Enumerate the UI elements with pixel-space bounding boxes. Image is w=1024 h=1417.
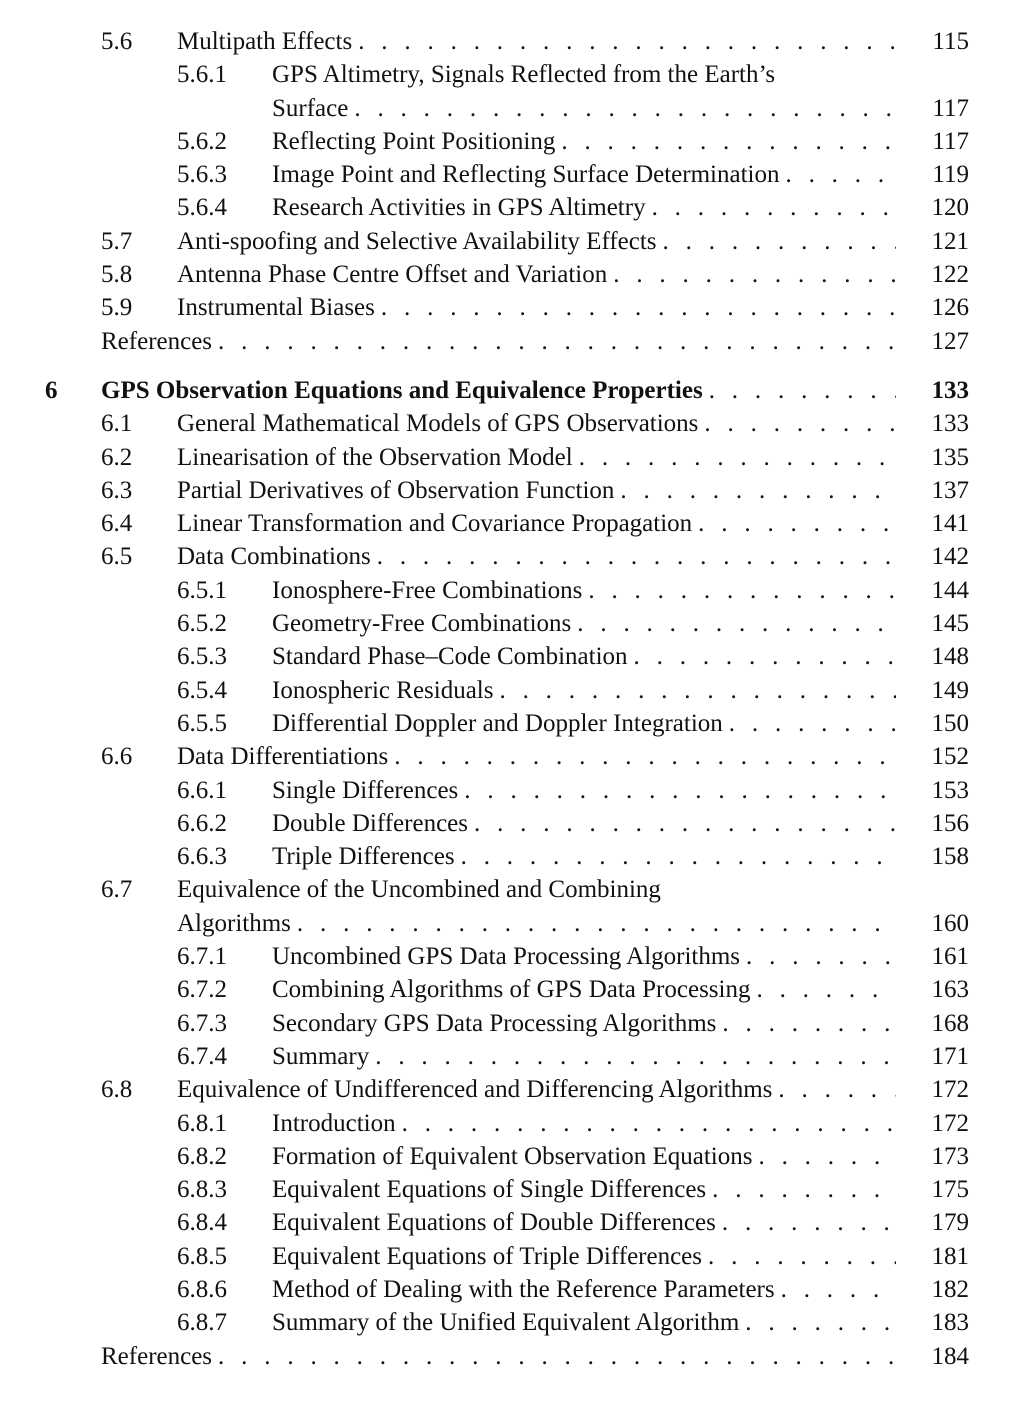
toc-page-number: 145: [931, 610, 969, 638]
toc-entry-number: 6.6.1: [177, 776, 227, 804]
dot-leader: [218, 1340, 896, 1373]
toc-entry-title: Equivalent Equations of Triple Differences: [272, 1242, 703, 1270]
toc-entry-number: 6.8.6: [177, 1275, 227, 1303]
toc-page-number: 173: [931, 1142, 969, 1170]
toc-entry-row: [0, 325, 1024, 358]
dot-leader: [620, 474, 896, 507]
toc-page-number: 137: [931, 476, 969, 504]
toc-entry: [177, 540, 896, 573]
toc-entry-row: [0, 1007, 1024, 1040]
toc-entry-number: 6.8.3: [177, 1176, 227, 1204]
dot-leader: [402, 1107, 896, 1140]
toc-entry-row: [0, 1140, 1024, 1173]
toc-entry: [272, 125, 896, 158]
toc-entry-row: [0, 92, 1024, 125]
toc-page-number: 141: [931, 510, 969, 538]
toc-entry: [272, 1273, 896, 1306]
toc-page-number: 135: [931, 443, 969, 471]
toc-entry-title: Equivalence of Undifferenced and Differencing Algorithms: [177, 1076, 773, 1104]
toc-entry-title: Summary of the Unified Equivalent Algorithm: [272, 1309, 740, 1337]
dot-leader: [461, 840, 896, 873]
toc-entry-number: 6.6: [101, 743, 133, 771]
toc-entry: [272, 973, 896, 1006]
toc-page-number: 149: [931, 676, 969, 704]
dot-leader: [712, 1173, 896, 1206]
toc-entry: [177, 441, 896, 474]
toc-entry-row: [0, 1306, 1024, 1339]
toc-entry-number: 5.6.4: [177, 194, 227, 222]
toc-entry: [272, 1173, 896, 1206]
toc-entry-number: 6.7.4: [177, 1042, 227, 1070]
toc-page-number: 161: [931, 943, 969, 971]
toc-entry-number: 6.2: [101, 443, 133, 471]
toc-entry-number: 6: [45, 376, 58, 404]
toc-entry-row: [0, 973, 1024, 1006]
toc-entry-title: GPS Observation Equations and Equivalence Properties: [101, 376, 703, 404]
toc-entry: [177, 1073, 896, 1106]
toc-entry-row: [0, 291, 1024, 324]
dot-leader: [381, 291, 896, 324]
dot-leader: [297, 907, 896, 940]
toc-entry: [272, 191, 896, 224]
toc-entry: [177, 258, 896, 291]
toc-page-number: 115: [932, 28, 969, 55]
toc-entry-title: Formation of Equivalent Observation Equations: [272, 1142, 753, 1170]
toc-entry-title: Triple Differences: [272, 843, 455, 871]
toc-entry-row: [0, 125, 1024, 158]
toc-entry: [272, 674, 896, 707]
toc-entry-row: [0, 740, 1024, 773]
dot-leader: [634, 640, 896, 673]
toc-entry-title: Equivalent Equations of Single Differences: [272, 1176, 707, 1204]
toc-page-number: 119: [932, 161, 969, 189]
dot-leader: [464, 774, 896, 807]
toc-entry-title: Equivalent Equations of Double Differences: [272, 1209, 716, 1237]
toc-entry: [272, 807, 896, 840]
toc-entry: [177, 291, 896, 324]
toc-entry-title: Antenna Phase Centre Offset and Variation: [177, 261, 608, 289]
toc-entry: [101, 325, 896, 358]
dot-leader: [745, 1306, 896, 1339]
toc-entry-title: GPS Altimetry, Signals Reflected from the Earth’s: [272, 61, 776, 89]
dot-leader: [778, 1073, 896, 1106]
toc-entry-title: Research Activities in GPS Altimetry: [272, 194, 646, 222]
toc-entry-row: [0, 1107, 1024, 1140]
toc-entry-row: [0, 607, 1024, 640]
toc-entry: [272, 1007, 896, 1040]
toc-page-number: 160: [931, 909, 969, 937]
toc-entry: [177, 740, 896, 773]
toc-entry-row: [0, 441, 1024, 474]
toc-entry-title: Linear Transformation and Covariance Propagation: [177, 510, 693, 538]
toc-entry: [272, 1206, 896, 1239]
dot-leader: [746, 940, 896, 973]
toc-entry-title: Method of Dealing with the Reference Parameters: [272, 1275, 775, 1303]
toc-entry-title: Secondary GPS Data Processing Algorithms: [272, 1009, 717, 1037]
toc-entry-row: [0, 873, 1024, 906]
dot-leader: [652, 191, 896, 224]
dot-leader: [756, 973, 896, 1006]
toc-entry-number: 6.7.3: [177, 1009, 227, 1037]
toc-entry-title: Reflecting Point Positioning: [272, 127, 556, 155]
toc-entry-title: References: [101, 1342, 213, 1370]
toc-page-number: 168: [931, 1009, 969, 1037]
toc-page-number: 152: [931, 743, 969, 771]
toc-page-number: 172: [931, 1109, 969, 1137]
toc-entry: [101, 374, 896, 407]
toc-entry-title: Algorithms: [177, 909, 291, 937]
toc-entry-row: [0, 807, 1024, 840]
toc-entry-title: Multipath Effects: [177, 28, 353, 55]
toc-entry-number: 6.8.2: [177, 1142, 227, 1170]
toc-entry: [177, 25, 896, 58]
toc-entry: [272, 1040, 896, 1073]
toc-entry-row: [0, 191, 1024, 224]
toc-entry-number: 6.8.5: [177, 1242, 227, 1270]
toc-page-number: 171: [931, 1042, 969, 1070]
toc-entry: [272, 574, 896, 607]
toc-entry-number: 6.1: [101, 410, 133, 438]
toc-entry-row: [0, 1206, 1024, 1239]
toc-page-number: 172: [931, 1076, 969, 1104]
dot-leader: [354, 92, 896, 125]
toc-entry-row: [0, 58, 1024, 91]
toc-entry: [272, 707, 896, 740]
toc-entry: [272, 1306, 896, 1339]
dot-leader: [561, 125, 896, 158]
toc-page-number: 182: [931, 1275, 969, 1303]
toc-entry-number: 6.5.2: [177, 610, 227, 638]
toc-entry: [272, 1107, 896, 1140]
toc-entry-number: 5.6: [101, 28, 133, 55]
toc-entry-title: Uncombined GPS Data Processing Algorithms: [272, 943, 741, 971]
toc-entry-title: Combining Algorithms of GPS Data Processing: [272, 976, 751, 1004]
toc-entry: [177, 907, 896, 940]
toc-page-number: 126: [931, 294, 969, 322]
toc-entry-number: 6.5.5: [177, 709, 227, 737]
toc-entry: [177, 474, 896, 507]
toc-entry-title: Instrumental Biases: [177, 294, 375, 322]
toc-entry-title: References: [101, 327, 213, 355]
toc-entry-title: General Mathematical Models of GPS Observations: [177, 410, 699, 438]
toc-page-number: 144: [931, 576, 969, 604]
toc-entry: [272, 774, 896, 807]
toc-entry-row: [0, 1173, 1024, 1206]
toc-entry: [272, 58, 896, 91]
toc-page-number: 133: [931, 376, 969, 404]
toc-entry-title: Ionosphere-Free Combinations: [272, 576, 583, 604]
toc-entry-number: 5.6.3: [177, 161, 227, 189]
toc-entry-number: 6.5.1: [177, 576, 227, 604]
toc-entry-row: [0, 1040, 1024, 1073]
toc-entry: [177, 225, 896, 258]
toc-entry: [272, 1240, 896, 1273]
toc-entry: [101, 1340, 896, 1373]
toc-entry: [272, 940, 896, 973]
toc-entry-row: [0, 907, 1024, 940]
toc-entry-row: [0, 225, 1024, 258]
toc-entry-row: [0, 507, 1024, 540]
toc-entry-title: Linearisation of the Observation Model: [177, 443, 573, 471]
toc-entry: [272, 158, 896, 191]
dot-leader: [663, 225, 896, 258]
toc-entry-row: [0, 574, 1024, 607]
toc-entry-number: 5.8: [101, 261, 133, 289]
toc-page-number: 150: [931, 709, 969, 737]
dot-leader: [394, 740, 896, 773]
toc-entry-row: [0, 640, 1024, 673]
toc-page-number: 120: [931, 194, 969, 222]
toc-entry-row: [0, 1240, 1024, 1273]
dot-leader: [698, 507, 896, 540]
toc-entry: [177, 873, 896, 906]
toc-page-number: 183: [931, 1309, 969, 1337]
dot-leader: [729, 707, 896, 740]
dot-leader: [474, 807, 896, 840]
toc-entry-title: Double Differences: [272, 809, 468, 837]
toc-entry-row: [0, 1340, 1024, 1373]
toc-page-number: 179: [931, 1209, 969, 1237]
toc-page-number: 153: [931, 776, 969, 804]
toc-entry-number: 5.7: [101, 227, 133, 255]
toc-entry-title: Image Point and Reflecting Surface Determination: [272, 161, 780, 189]
toc-entry-number: 6.8: [101, 1076, 133, 1104]
toc-entry-title: Standard Phase–Code Combination: [272, 643, 628, 671]
toc-entry-number: 6.8.4: [177, 1209, 227, 1237]
dot-leader: [577, 607, 896, 640]
toc-entry-title: Partial Derivatives of Observation Function: [177, 476, 615, 504]
toc-entry-number: 5.9: [101, 294, 133, 322]
toc-entry-number: 6.7.1: [177, 943, 227, 971]
table-of-contents: [0, 25, 1024, 1373]
toc-page-number: 181: [931, 1242, 969, 1270]
toc-entry-number: 6.7: [101, 876, 133, 904]
toc-entry-number: 6.5.4: [177, 676, 227, 704]
toc-entry: [177, 407, 896, 440]
toc-entry-number: 5.6.1: [177, 61, 227, 89]
toc-entry-title: Surface: [272, 94, 349, 122]
toc-page-number: 163: [931, 976, 969, 1004]
dot-leader: [758, 1140, 896, 1173]
dot-leader: [358, 25, 896, 58]
dot-leader: [499, 674, 896, 707]
toc-page-number: 142: [931, 543, 969, 571]
dot-leader: [704, 407, 896, 440]
dot-leader: [722, 1206, 896, 1239]
toc-entry-title: Geometry-Free Combinations: [272, 610, 572, 638]
toc-page-number: 117: [932, 127, 969, 155]
dot-leader: [709, 374, 896, 407]
toc-page-number: 122: [931, 261, 969, 289]
toc-entry-row: [0, 25, 1024, 58]
dot-leader: [708, 1240, 896, 1273]
toc-entry-row: [0, 474, 1024, 507]
toc-page-number: 175: [931, 1176, 969, 1204]
toc-page-number: 156: [931, 809, 969, 837]
toc-entry-row: [0, 158, 1024, 191]
toc-entry-number: 6.6.2: [177, 809, 227, 837]
dot-leader: [375, 1040, 896, 1073]
toc-entry: [272, 92, 896, 125]
dot-leader: [377, 540, 896, 573]
toc-chapter-row: [0, 374, 1024, 407]
toc-entry-title: Introduction: [272, 1109, 396, 1137]
toc-entry-number: 6.4: [101, 510, 133, 538]
toc-entry-title: Summary: [272, 1042, 370, 1070]
toc-entry: [272, 840, 896, 873]
toc-entry-number: 6.7.2: [177, 976, 227, 1004]
toc-entry-number: 5.6.2: [177, 127, 227, 155]
toc-entry-row: [0, 1273, 1024, 1306]
toc-entry-row: [0, 540, 1024, 573]
dot-leader: [781, 1273, 896, 1306]
toc-entry-row: [0, 940, 1024, 973]
toc-entry-number: 6.8.1: [177, 1109, 227, 1137]
dot-leader: [218, 325, 896, 358]
toc-entry-row: [0, 674, 1024, 707]
dot-leader: [579, 441, 896, 474]
toc-entry-row: [0, 1073, 1024, 1106]
toc-entry-row: [0, 407, 1024, 440]
toc-page-number: 133: [931, 410, 969, 438]
toc-entry-title: Anti-spoofing and Selective Availability Effects: [177, 227, 657, 255]
toc-entry-title: Single Differences: [272, 776, 459, 804]
dot-leader: [785, 158, 896, 191]
toc-entry-number: 6.3: [101, 476, 133, 504]
toc-page-number: 127: [931, 327, 969, 355]
toc-page-number: 148: [931, 643, 969, 671]
toc-entry-row: [0, 774, 1024, 807]
toc-page-number: 121: [931, 227, 969, 255]
toc-entry: [272, 640, 896, 673]
toc-entry-row: [0, 258, 1024, 291]
toc-entry: [272, 1140, 896, 1173]
toc-entry-title: Data Combinations: [177, 543, 371, 571]
toc-page-number: 158: [931, 843, 969, 871]
toc-entry-number: 6.8.7: [177, 1309, 227, 1337]
toc-page-number: 184: [931, 1342, 969, 1370]
dot-leader: [613, 258, 896, 291]
toc-page-number: 117: [932, 94, 969, 122]
toc-entry-number: 6.5: [101, 543, 133, 571]
toc-entry-row: [0, 707, 1024, 740]
toc-entry: [177, 507, 896, 540]
toc-entry: [272, 607, 896, 640]
toc-entry-title: Equivalence of the Uncombined and Combining: [177, 876, 661, 904]
toc-entry-number: 6.6.3: [177, 843, 227, 871]
toc-entry-number: 6.5.3: [177, 643, 227, 671]
toc-entry-title: Differential Doppler and Doppler Integration: [272, 709, 723, 737]
toc-entry-row: [0, 840, 1024, 873]
toc-entry-title: Ionospheric Residuals: [272, 676, 494, 704]
toc-entry-title: Data Differentiations: [177, 743, 389, 771]
dot-leader: [588, 574, 896, 607]
dot-leader: [722, 1007, 896, 1040]
